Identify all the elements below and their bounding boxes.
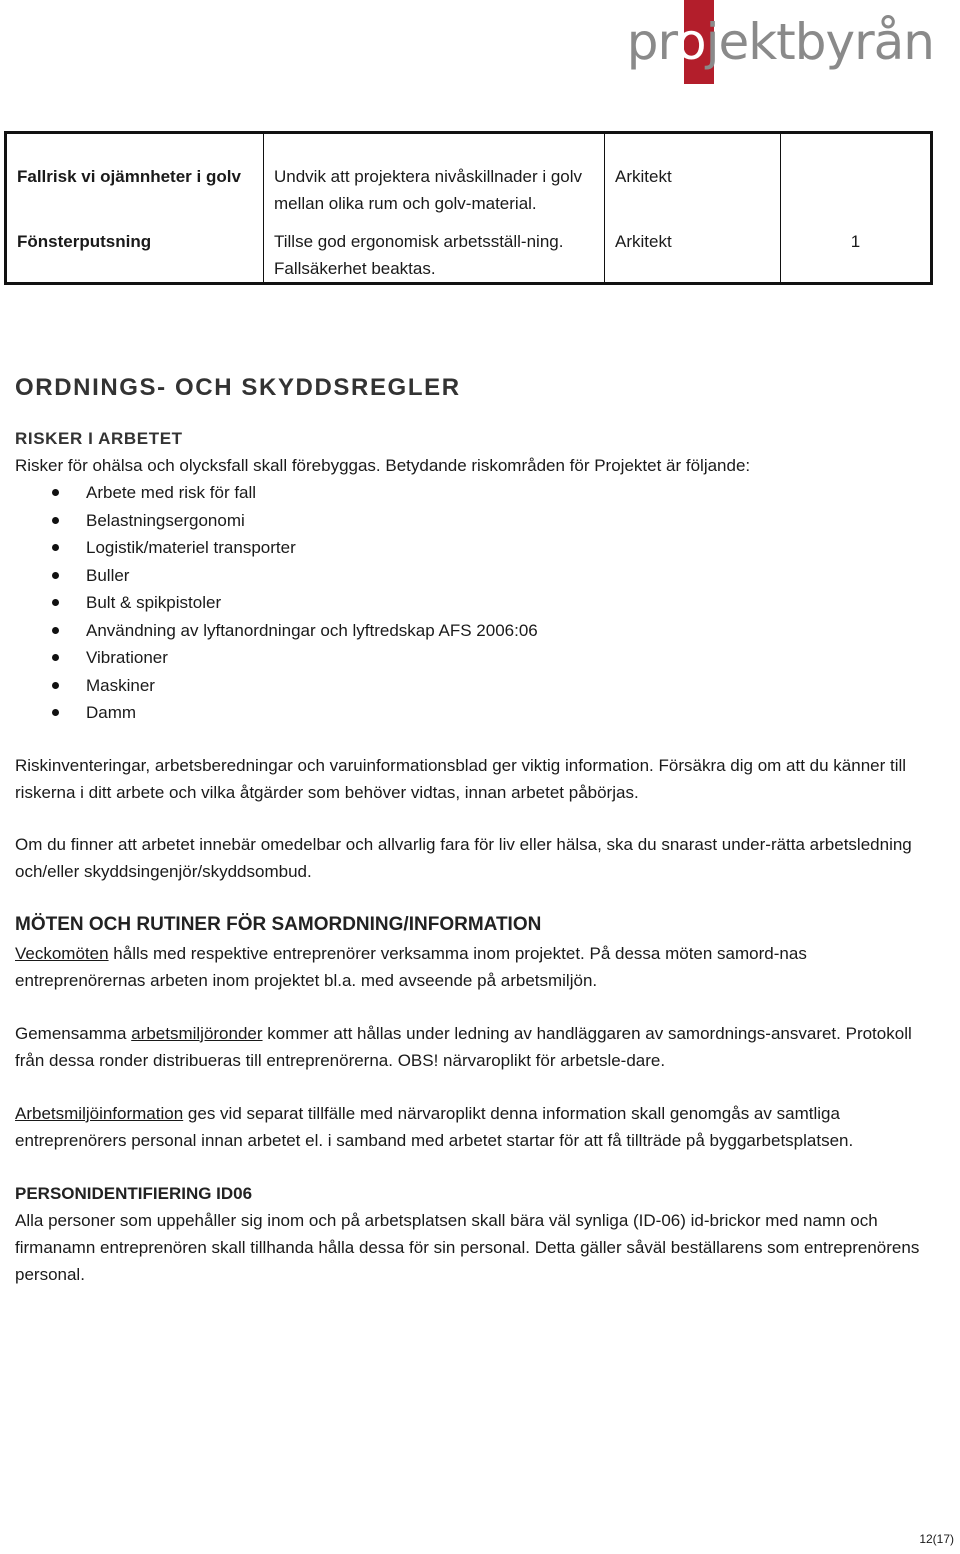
safety-rounds-paragraph <box>15 1020 930 1074</box>
document-body <box>15 368 930 1288</box>
list-item: Belastningsergonomi <box>15 507 930 535</box>
risks-intro: Risker för ohälsa och olycksfall skall förebyggas. Betydande riskområden för Projektet är följande: <box>15 456 751 475</box>
list-item: Damm <box>15 699 930 727</box>
section-title: ORDNINGS- OCH SKYDDSREGLER <box>15 374 461 401</box>
safety-info-text: ges vid separat tillfälle med närvaroplikt denna information skall genomgås av samtliga entreprenörers personal innan arbetet el. i samband med arbetet startar för att få tillträde på byggarbetsplatsen. <box>15 1103 854 1150</box>
responsible-cell: Arkitekt <box>605 133 781 218</box>
risk-inventory-paragraph: Riskinventeringar, arbetsberedningar och varuinformationsblad ger viktig information. Försäkra dig om att du känner till riskerna i ditt arbete och vilka åtgärder som behöver vidtas, innan arbetet påbörjas. <box>15 755 907 802</box>
page-number: 12(17) <box>919 1532 954 1546</box>
safety-info-term: Arbetsmiljöinformation <box>15 1103 184 1123</box>
identification-paragraph: Alla personer som uppehåller sig inom och på arbetsplatsen skall bära väl synliga (ID-06) id-brickor med namn och firmanamn entreprenören skall tillhanda hålla dessa för sin personal. Detta gäller såväl beställarens som entreprenörens personal. <box>15 1210 920 1284</box>
code-cell: 1 <box>781 217 932 284</box>
safety-rounds-lead: Gemensamma <box>15 1023 132 1043</box>
company-logo <box>627 2 934 82</box>
list-item: Bult & spikpistoler <box>15 589 930 617</box>
safety-rounds-term: arbetsmiljöronder <box>131 1023 263 1043</box>
weekly-meetings-paragraph <box>15 940 930 994</box>
risk-cell: Fallrisk vi ojämnheter i golv <box>17 167 241 186</box>
safety-rounds-text: kommer att hållas under ledning av handläggaren av samordnings-ansvaret. Protokoll från dessa ronder distribueras till entreprenörerna. OBS! närvaroplikt för arbetsle-dare. <box>15 1023 912 1070</box>
table-row <box>6 217 932 284</box>
weekly-meetings-text: hålls med respektive entreprenörer verksamma inom projektet. På dessa möten samord-nas entreprenörernas arbeten inom projektet bl.a. med avseende på arbetsmiljön. <box>15 943 807 990</box>
list-item: Arbete med risk för fall <box>15 479 930 507</box>
weekly-meetings-term: Veckomöten <box>15 943 109 963</box>
danger-report-paragraph: Om du finner att arbetet innebär omedelbar och allvarlig fara för liv eller hälsa, ska du snarast under-rätta arbetsledning och/eller skyddsingenjör/skyddsombud. <box>15 834 912 881</box>
list-item: Logistik/materiel transporter <box>15 534 930 562</box>
identification-heading: PERSONIDENTIFIERING ID06 <box>15 1183 253 1203</box>
risk-table <box>4 131 933 285</box>
meetings-heading: MÖTEN OCH RUTINER FÖR SAMORDNING/INFORMATION <box>15 913 542 935</box>
responsible-cell: Arkitekt <box>605 217 781 284</box>
code-cell <box>781 133 932 218</box>
list-item: Buller <box>15 562 930 590</box>
risks-heading: RISKER I ARBETET <box>15 429 183 448</box>
safety-info-paragraph <box>15 1100 930 1154</box>
list-item: Maskiner <box>15 672 930 700</box>
risk-cell: Fönsterputsning <box>17 232 152 251</box>
risk-list <box>15 479 930 727</box>
list-item: Användning av lyftanordningar och lyftredskap AFS 2006:06 <box>15 617 930 645</box>
logo-text: projektbyrån <box>626 13 934 71</box>
list-item: Vibrationer <box>15 644 930 672</box>
action-cell: Undvik att projektera nivåskillnader i golv mellan olika rum och golv-material. <box>264 133 605 218</box>
action-cell: Tillse god ergonomisk arbetsställ-ning. Fallsäkerhet beaktas. <box>264 217 605 284</box>
table-row <box>6 133 932 218</box>
